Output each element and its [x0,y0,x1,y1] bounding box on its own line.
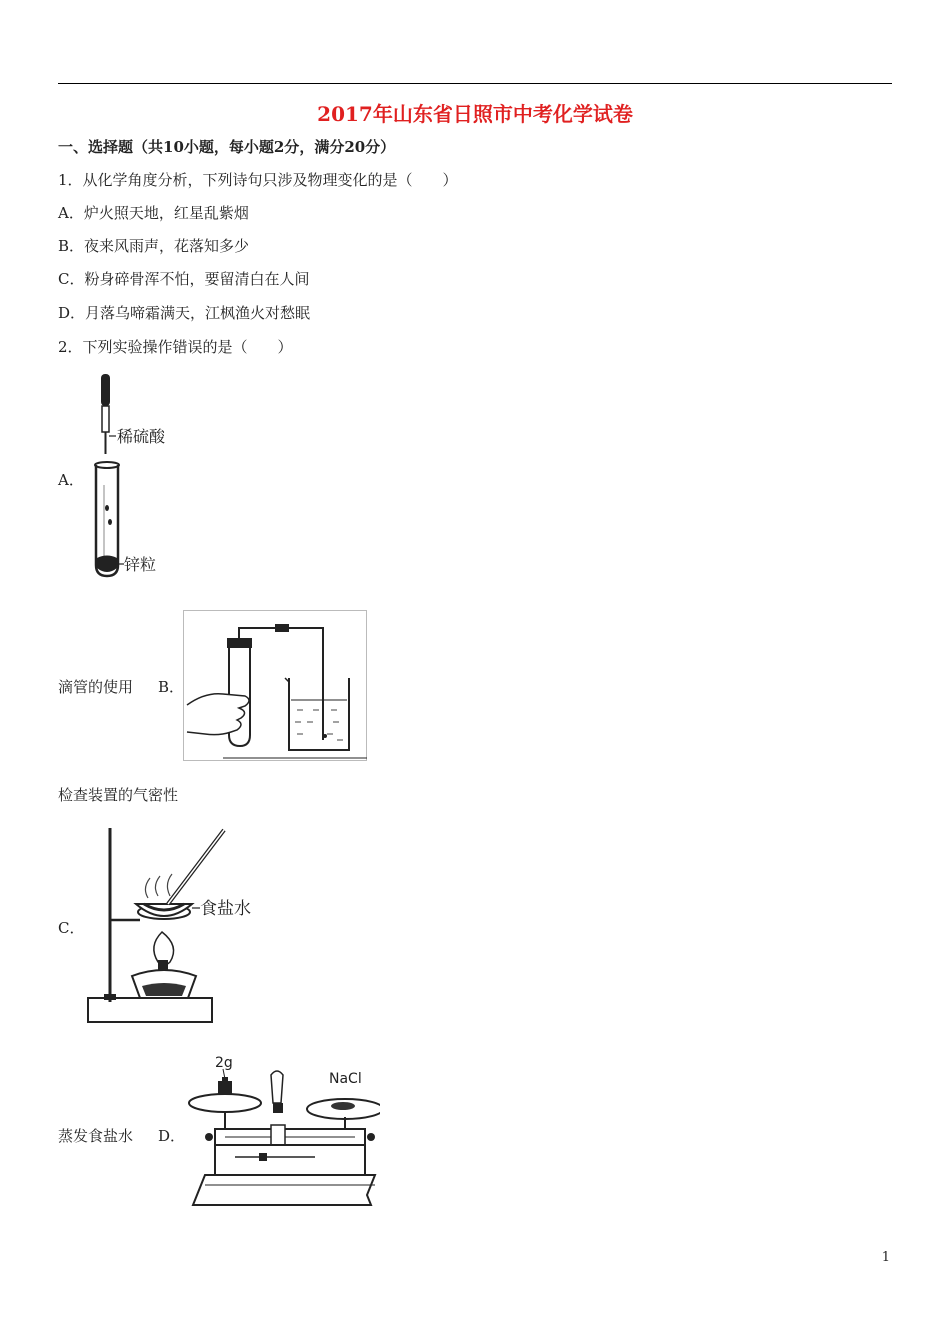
question-1-stem: 1．从化学角度分析，下列诗句只涉及物理变化的是（ ） [58,171,458,189]
zinc-granules [97,556,117,573]
airtightness-check-figure [183,610,368,762]
pointer-column [271,1071,283,1103]
question-2-option-d-label: D． [158,1127,186,1145]
question-2-stem: 2．下列实验操作错误的是（ ） [58,338,293,356]
question-1-option-c: C．粉身碎骨浑不怕，要留清白在人间 [58,270,310,288]
evaporation-figure [84,826,264,1026]
test-tube-label: 锌粒 [124,555,157,574]
page-title: 2017年山东省日照市中考化学试卷 [317,102,633,126]
question-1-option-a: A．炉火照天地，红星乱紫烟 [58,204,249,222]
sample-label: NaCl [329,1071,362,1087]
page-number: 1 [881,1250,890,1265]
rubber-stopper [227,638,252,648]
question-2-option-c-label: C． [58,919,85,937]
dropper-bulb [101,374,110,406]
left-pan [189,1094,261,1112]
question-1-option-b: B．夜来风雨声，花落知多少 [58,237,250,255]
hand [187,694,249,735]
dropper-test-tube-figure [86,370,186,582]
question-2-option-b-label: B． [158,678,185,696]
question-2-option-a-caption: 滴管的使用 [58,678,134,696]
balance-figure [185,1053,380,1213]
balance-base [193,1175,375,1205]
question-1-option-d: D．月落乌啼霜满天，江枫渔火对愁眠 [58,304,311,322]
question-2-option-b-caption: 检查装置的气密性 [58,786,179,804]
question-2-option-c-caption: 蒸发食盐水 [58,1127,134,1145]
dropper-label: 稀硫酸 [117,427,166,446]
beaker [289,678,349,750]
dish-label: 食盐水 [200,899,251,919]
section-heading: 一、选择题（共10小题，每小题2分，满分20分） [58,138,396,156]
header-rule [58,83,892,84]
stand-base [88,998,212,1022]
weight-label: 2g [215,1055,233,1071]
question-2-option-a-label: A． [58,471,84,489]
